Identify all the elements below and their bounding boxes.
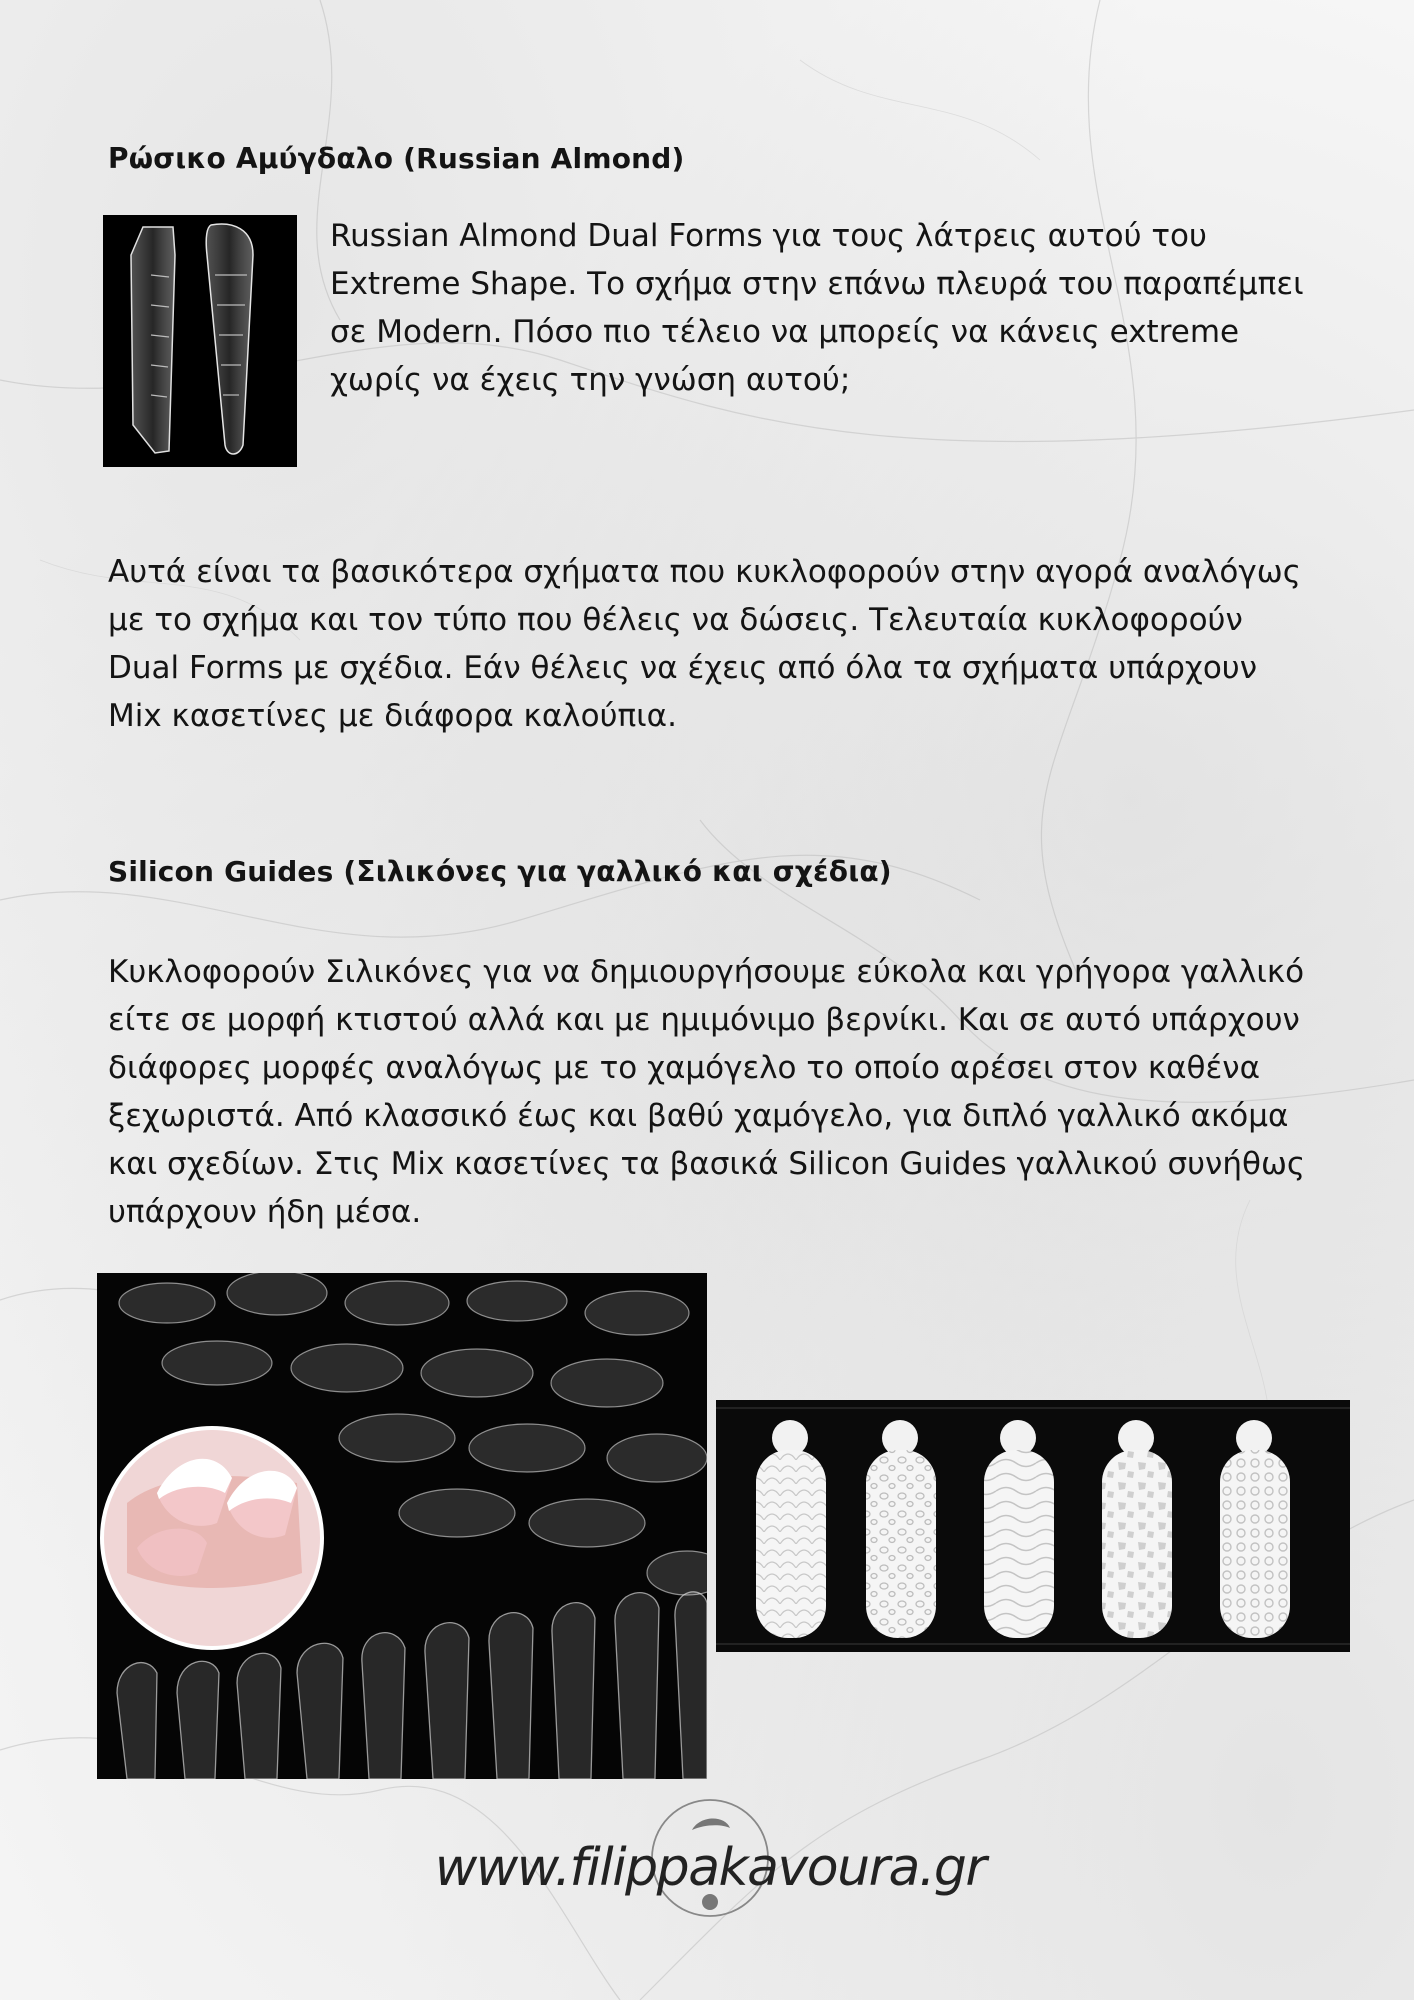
silicon-guides-description: Κυκλοφορούν Σιλικόνες για να δημιουργήσουμε εύκολα και γρήγορα γαλλικό είτε σε μορφή κτιστού αλλά και με ημιμόνιμο βερνίκι. Και σε αυτό υπάρχουν διάφορες μορφές αναλόγως με το χαμόγελο το οποίο αρέσει στον καθένα ξεχωριστά. Από κλασσικό έως και βαθύ χαμόγελο, για διπλό γαλλικό ακόμα και σχεδίων. Στις Mix κασετίνες τα βασικά Silicon Guides γαλλικού συνήθως υπάρχουν ήδη μέσα. [108, 954, 1306, 1230]
dual-forms-french-nails-image [97, 1273, 707, 1779]
section-title-silicon-guides: Silicon Guides (Σιλικόνες για γαλλικό και σχέδια) [108, 855, 892, 888]
website-url[interactable]: www.filippakavoura.gr [434, 1838, 986, 1898]
russian-almond-dual-forms-image [103, 215, 297, 467]
section-title-russian-almond: Ρώσικο Αμύγδαλο (Russian Almond) [108, 142, 685, 175]
shapes-summary-paragraph: Αυτά είναι τα βασικότερα σχήματα που κυκλοφορούν στην αγορά αναλόγως με το σχήμα και τον τύπο που θέλεις να δώσεις. Τελευταία κυκλοφορούν Dual Forms με σχέδια. Εάν θέλεις να έχεις από όλα τα σχήματα υπάρχουν Mix κασετίνες με διάφορα καλούπια. [108, 554, 1301, 734]
russian-almond-description: Russian Almond Dual Forms για τους λάτρεις αυτού του Extreme Shape. Το σχήμα στην επάνω πλευρά του παραπέμπει σε Modern. Πόσο πιο τέλειο να μπορείς να κάνεις extreme χωρίς να έχεις την γνώση αυτού; [330, 218, 1304, 398]
silicon-guides-designs-image [716, 1400, 1350, 1652]
footer-logo [430, 1790, 990, 1940]
